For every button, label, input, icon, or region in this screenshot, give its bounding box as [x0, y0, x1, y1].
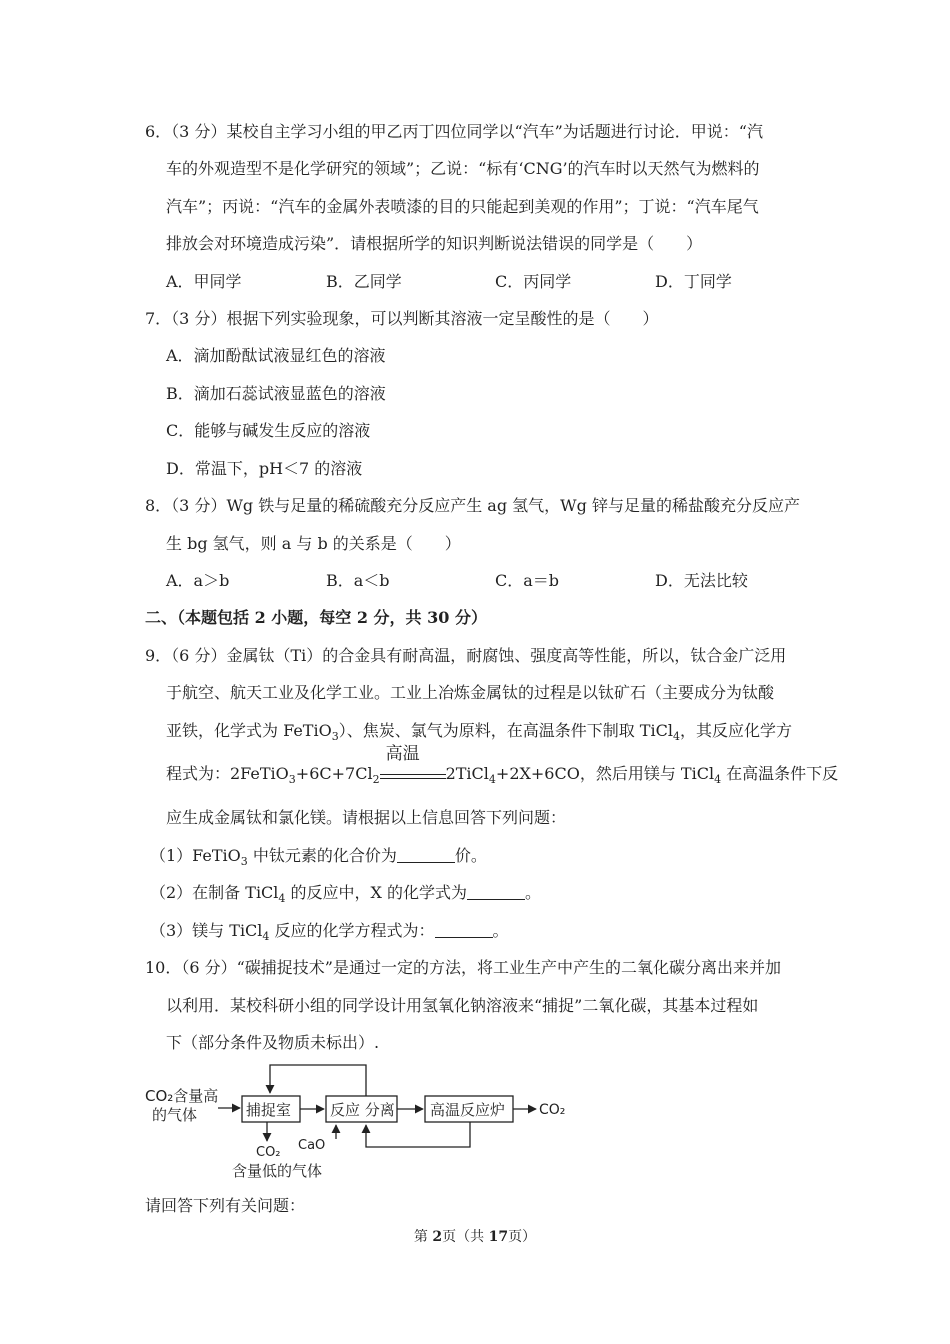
q8-option-b: B．a＜b [326, 571, 390, 590]
q6-option-c: C．丙同学 [495, 272, 572, 291]
q8-option-d: D．无法比较 [655, 571, 748, 590]
loop-furnace-to-reaction [366, 1122, 470, 1147]
q10-line-3: 下（部分条件及物质未标出）. [166, 1033, 380, 1052]
reaction-condition: 高温 [385, 744, 420, 764]
q7-option-d: D．常温下，pH＜7 的溶液 [166, 459, 363, 478]
q8-option-a: A．a＞b [166, 571, 230, 590]
q8-line-1: 8．（3 分）Wg 铁与足量的稀硫酸充分反应产生 ag 氢气，Wg 锌与足量的稀盐酸充分反应产 [145, 496, 800, 515]
q9-sub-3: （3）镁与 TiCl$_4$ 反应的化学方程式为： 。 [150, 921, 509, 944]
q9-line-5: 应生成金属钛和氯化镁。请根据以上信息回答下列问题： [166, 808, 567, 827]
page-footer: 第 2页（共 17页） [413, 1229, 537, 1245]
loop-reaction-to-capture [270, 1065, 366, 1096]
q6-line-4: 排放会对环境造成污染”．请根据所学的知识判断说法错误的同学是（ ） [166, 234, 703, 253]
q10-line-2: 以利用．某校科研小组的同学设计用氢氧化钠溶液来“捕捉”二氧化碳，其基本过程如 [166, 996, 759, 1015]
low-gas-label: 含量低的气体 [232, 1162, 323, 1180]
q9-equation-line: 程式为：$2FeTiO_3+6C+7Cl_2$ 高温 2TiCl$_4$+2X+6CO，然后用镁与 TiCl$_4$ 在高温条件下反 [166, 744, 839, 787]
q9-line-3: 亚铁，化学式为 FeTiO$_3$）、焦炭、氯气为原料，在高温条件下制取 TiCl$_4$，其反应化学方 [166, 721, 792, 744]
q9-line-2: 于航空、航天工业及化学工业。工业上冶炼金属钛的过程是以钛矿石（主要成分为钛酸 [166, 683, 775, 702]
answer-blank[interactable] [435, 921, 493, 938]
input-gas-label-1: CO₂含量高 [145, 1087, 219, 1105]
q7-option-c: C．能够与碱发生反应的溶液 [166, 421, 371, 440]
furnace-label: 高温反应炉 [430, 1101, 506, 1119]
q9-sub-2: （2）在制备 TiCl$_4$ 的反应中，X 的化学式为 。 [150, 883, 542, 906]
q6-option-d: D．丁同学 [655, 272, 732, 291]
q6-line-2: 车的外观造型不是化学研究的领域”；乙说：“标有‘CNG’的汽车时以天然气为燃料的 [166, 159, 760, 178]
q7-stem: 7．（3 分）根据下列实验现象，可以判断其溶液一定呈酸性的是（ ） [145, 309, 659, 328]
cao-label: CaO [298, 1138, 326, 1153]
q6-option-b: B．乙同学 [326, 272, 402, 291]
q6-option-a: A．甲同学 [166, 272, 242, 291]
q8-option-c: C．a＝b [495, 571, 560, 590]
output-co2-label: CO₂ [539, 1102, 566, 1118]
q10-prompt: 请回答下列有关问题： [145, 1196, 306, 1215]
answer-blank[interactable] [467, 883, 525, 900]
q9-sub-1: （1）FeTiO$_3$ 中钛元素的化合价为 价。 [150, 846, 487, 869]
q10-line-1: 10．（6 分）“碳捕捉技术”是通过一定的方法，将工业生产中产生的二氧化碳分离出来并加 [145, 958, 781, 977]
carbon-capture-flow-diagram [140, 1055, 600, 1185]
low-gas-co2-label: CO₂ [256, 1145, 281, 1160]
answer-blank[interactable] [397, 846, 455, 863]
section-2-heading: 二、（本题包括 2 小题，每空 2 分，共 30 分） [145, 608, 487, 627]
q6-line-1: 6．（3 分）某校自主学习小组的甲乙丙丁四位同学以“汽车”为话题进行讨论．甲说：“汽 [145, 122, 763, 141]
q9-line-1: 9．（6 分）金属钛（Ti）的合金具有耐高温，耐腐蚀、强度高等性能，所以，钛合金广泛用 [145, 646, 787, 665]
reaction-separation-label: 反应 分离 [330, 1101, 395, 1119]
q6-line-3: 汽车”；丙说：“汽车的金属外表喷漆的目的只能起到美观的作用”；丁说：“汽车尾气 [166, 197, 759, 216]
input-gas-label-2: 的气体 [152, 1106, 198, 1124]
capture-chamber-label: 捕捉室 [246, 1101, 292, 1119]
q8-line-2: 生 bg 氢气，则 a 与 b 的关系是（ ） [166, 534, 461, 553]
q7-option-b: B．滴加石蕊试液显蓝色的溶液 [166, 384, 386, 403]
reaction-condition-arrow [380, 744, 446, 785]
q7-option-a: A．滴加酚酞试液显红色的溶液 [166, 346, 386, 365]
